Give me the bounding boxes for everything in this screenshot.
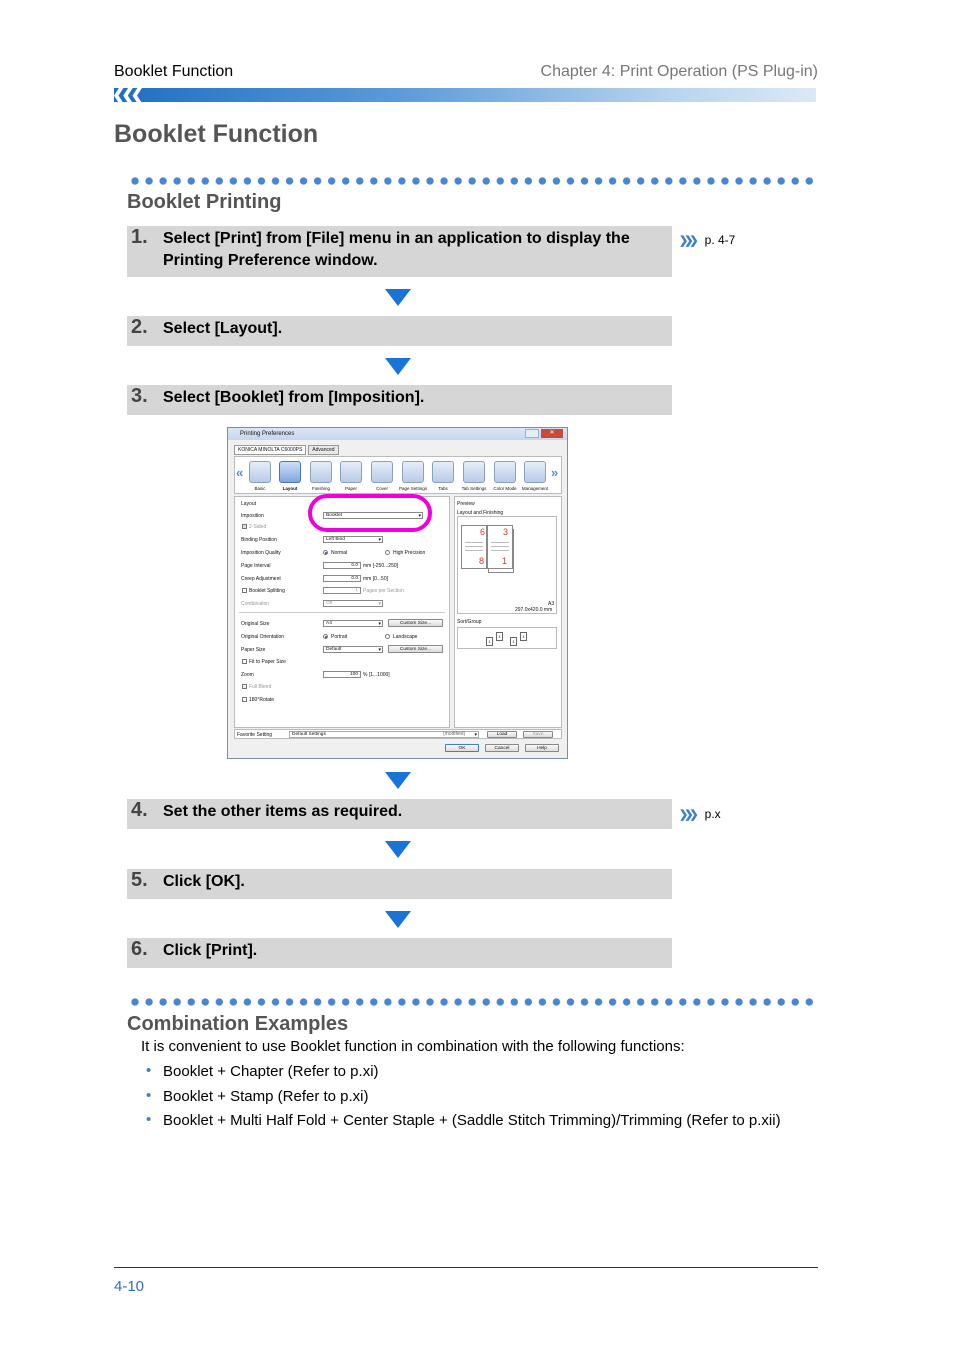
mini-page: 1 (486, 637, 493, 646)
icon-label: Color Mode (493, 486, 517, 491)
combination-intro: It is convenient to use Booklet function in combination with the following functions: (141, 1038, 685, 1055)
section-title-booklet-printing: Booklet Printing (127, 191, 282, 213)
page-number-label: 3 (503, 527, 509, 537)
favorite-setting-select[interactable]: Default Settings ▾ (289, 731, 479, 738)
dialog-title-bar (228, 428, 567, 440)
down-arrow-icon (385, 358, 411, 375)
quality-normal-radio[interactable] (323, 550, 328, 555)
down-arrow-icon (385, 772, 411, 789)
fit-to-paper-checkbox[interactable] (242, 659, 247, 664)
function-icon-row (234, 456, 562, 494)
bullet-item: Booklet + Multi Half Fold + Center Staple + (Saddle Stitch Trimming)/Trimming (Refer to p.xii) (163, 1112, 781, 1129)
step-text: Select [Booklet] from [Imposition]. (163, 389, 425, 406)
icon-label: Management (521, 486, 549, 491)
imposition-label: Imposition (241, 513, 264, 519)
icon-label: Finishing (311, 486, 330, 491)
tab-settings-icon[interactable] (463, 461, 485, 483)
full-bleed-checkbox[interactable] (242, 684, 247, 689)
step-text: Set the other items as required. (163, 803, 403, 820)
landscape-label: Landscape (393, 634, 418, 640)
preview-page (461, 525, 487, 569)
icon-label: Basic (254, 486, 266, 491)
layout-icon[interactable] (279, 461, 301, 483)
imposition-highlight-annotation (308, 494, 432, 532)
ok-button[interactable]: OK (445, 744, 479, 752)
reference-arrow-icon: ❯❯❯ (679, 808, 695, 821)
paper-icon[interactable] (340, 461, 362, 483)
text-line (465, 546, 483, 547)
reference-link[interactable] (679, 233, 735, 247)
preview-label: Preview (457, 501, 475, 507)
bullet-icon: • (146, 1062, 152, 1079)
step-1 (127, 226, 672, 277)
nav-left-icon[interactable]: « (236, 465, 244, 480)
custom-size-button[interactable]: Custom Size... (388, 619, 443, 627)
custom-size-button-2[interactable]: Custom Size... (388, 645, 443, 653)
text-line (491, 550, 509, 551)
step-number: 5. (131, 869, 148, 891)
page-title: Booklet Function (114, 120, 319, 148)
management-icon[interactable] (524, 461, 546, 483)
mini-page: 1 (520, 632, 527, 641)
step-text: Click [Print]. (163, 942, 258, 959)
mini-page: 1 (510, 637, 517, 646)
imposition-quality-label: Imposition Quality (241, 550, 281, 556)
two-sided-checkbox[interactable] (242, 524, 247, 529)
favorite-setting-label: Favorite Setting (237, 732, 273, 738)
preview-page (487, 525, 513, 569)
step-text: Select [Print] from [File] menu in an application to display the Printing Preference window. (163, 230, 630, 269)
reference-link[interactable] (679, 807, 721, 821)
layout-section-label: Layout (241, 501, 257, 507)
page-interval-label: Page Interval (241, 563, 271, 569)
dotted-divider (128, 176, 818, 186)
icon-label: Layout (282, 486, 298, 491)
bullet-icon: • (146, 1111, 152, 1128)
down-arrow-icon (385, 911, 411, 928)
text-line (465, 542, 483, 543)
zoom-label: Zoom (241, 672, 254, 678)
paper-size-select[interactable]: Default ▾ (323, 646, 383, 653)
step-2 (127, 316, 672, 346)
portrait-label: Portrait (331, 634, 348, 640)
booklet-preview (457, 516, 557, 614)
help-button[interactable]: Help (525, 744, 559, 752)
down-arrow-icon (385, 841, 411, 858)
original-size-label: Original Size (241, 621, 270, 627)
step-6 (127, 938, 672, 968)
page-number-label: 6 (480, 527, 486, 537)
text-line (465, 550, 483, 551)
reference-page: p. 4-7 (704, 233, 736, 247)
zoom-unit: % [1...1000] (363, 672, 390, 678)
creep-adjustment-input[interactable]: 0.0 (323, 575, 361, 582)
load-button[interactable]: Load (487, 731, 517, 738)
footer-rule (114, 1267, 818, 1268)
step-number: 1. (131, 226, 148, 248)
minimize-icon[interactable] (525, 429, 539, 438)
icon-label: Page Settings (398, 486, 428, 491)
bullet-icon: • (146, 1087, 152, 1104)
step-text: Click [OK]. (163, 873, 245, 890)
paper-size-text: A3 (548, 601, 555, 607)
splitting-unit: Pages per Section (363, 588, 404, 594)
creep-adjustment-label: Creep Adjustment (241, 576, 281, 582)
page-number-label: 1 (502, 556, 508, 566)
original-orientation-label: Original Orientation (241, 634, 285, 640)
original-size-select[interactable]: A4 ▾ (323, 620, 383, 627)
icon-label: Paper (344, 486, 357, 491)
creep-adjustment-unit: mm [0...50] (363, 576, 389, 582)
full-bleed-label: Full Bleed (249, 684, 272, 690)
portrait-radio[interactable] (323, 634, 328, 639)
nav-right-icon[interactable]: » (551, 465, 559, 480)
preview-sublabel: Layout and Finishing (457, 510, 504, 516)
sort-group-label: Sort/Group (457, 619, 482, 625)
combination-label: Combination (241, 601, 270, 607)
booklet-splitting-checkbox[interactable] (242, 588, 247, 593)
booklet-splitting-label: Booklet Splitting (249, 588, 285, 594)
icon-label: Cover (375, 486, 388, 491)
step-4 (127, 799, 672, 829)
text-line (491, 542, 509, 543)
reference-arrow-icon: ❯❯❯ (679, 234, 695, 247)
step-text: Select [Layout]. (163, 320, 283, 337)
step-number: 6. (131, 938, 148, 960)
page-number: 4-10 (114, 1278, 145, 1295)
tab-advanced[interactable]: Advanced (308, 445, 338, 455)
paper-dimensions: 297.0x420.0 mm (515, 607, 553, 613)
finishing-icon[interactable] (310, 461, 332, 483)
header-gradient-bar (112, 85, 816, 104)
running-header-chapter: Chapter 4: Print Operation (PS Plug-in) (540, 63, 818, 80)
zoom-input[interactable]: 100 (323, 671, 361, 678)
step-number: 2. (131, 316, 148, 338)
printing-preferences-screenshot (227, 427, 568, 759)
text-line (491, 546, 509, 547)
basic-icon[interactable] (249, 461, 271, 483)
quality-high-label: High Precision (393, 550, 426, 556)
modified-indicator: (modified) (443, 731, 466, 737)
separator (239, 612, 445, 613)
running-header-title: Booklet Function (114, 63, 234, 80)
page-interval-input[interactable]: 0.0 (323, 562, 361, 569)
mini-page: 1 (496, 632, 503, 641)
icon-label: Tab Settings (461, 486, 487, 491)
reference-page: p.x (704, 807, 721, 821)
icon-label: Tabs (438, 486, 448, 491)
rotate-checkbox[interactable] (242, 697, 247, 702)
splitting-input[interactable]: 1 (323, 587, 361, 594)
favorite-setting-bar (234, 729, 562, 739)
imposition-select[interactable]: Booklet ▾ (323, 512, 423, 519)
cancel-button[interactable]: Cancel (485, 744, 519, 752)
combination-select[interactable]: Off ▾ (323, 600, 383, 607)
step-3 (127, 385, 672, 415)
bullet-item: Booklet + Stamp (Refer to p.xi) (163, 1088, 369, 1105)
cover-icon[interactable] (371, 461, 393, 483)
quality-high-radio[interactable] (385, 550, 390, 555)
rotate-label: 180°Rotate (249, 697, 275, 703)
page-number-label: 8 (479, 556, 485, 566)
binding-position-select[interactable]: Left Bind ▾ (323, 536, 383, 543)
sort-group-preview (457, 627, 557, 649)
dialog-tabs (234, 445, 341, 455)
fit-to-paper-label: Fit to Paper Size (249, 659, 286, 665)
two-sided-label: 2-Sided (249, 524, 267, 530)
step-number: 3. (131, 385, 148, 407)
close-icon[interactable]: ✕ (541, 429, 563, 438)
save-button[interactable]: Save (523, 731, 553, 738)
down-arrow-icon (385, 289, 411, 306)
step-number: 4. (131, 799, 148, 821)
color-mode-icon[interactable] (494, 461, 516, 483)
chevron-icon: ❮❮❮ (112, 85, 140, 104)
tabs-icon[interactable] (432, 461, 454, 483)
step-5 (127, 869, 672, 899)
page-settings-icon[interactable] (402, 461, 424, 483)
landscape-radio[interactable] (385, 634, 390, 639)
quality-normal-label: Normal (331, 550, 348, 556)
section-title-combination-examples: Combination Examples (127, 1013, 349, 1035)
page-interval-unit: mm [-250...250] (363, 563, 399, 569)
dialog-title: Printing Preferences (240, 431, 295, 437)
preview-panel (454, 496, 562, 728)
tab-printer[interactable]: KONICA MINOLTA C6000PS (234, 445, 306, 455)
paper-size-label: Paper Size (241, 647, 266, 653)
dotted-divider (128, 997, 818, 1007)
bullet-item: Booklet + Chapter (Refer to p.xi) (163, 1063, 379, 1080)
binding-position-label: Binding Position (241, 537, 277, 543)
